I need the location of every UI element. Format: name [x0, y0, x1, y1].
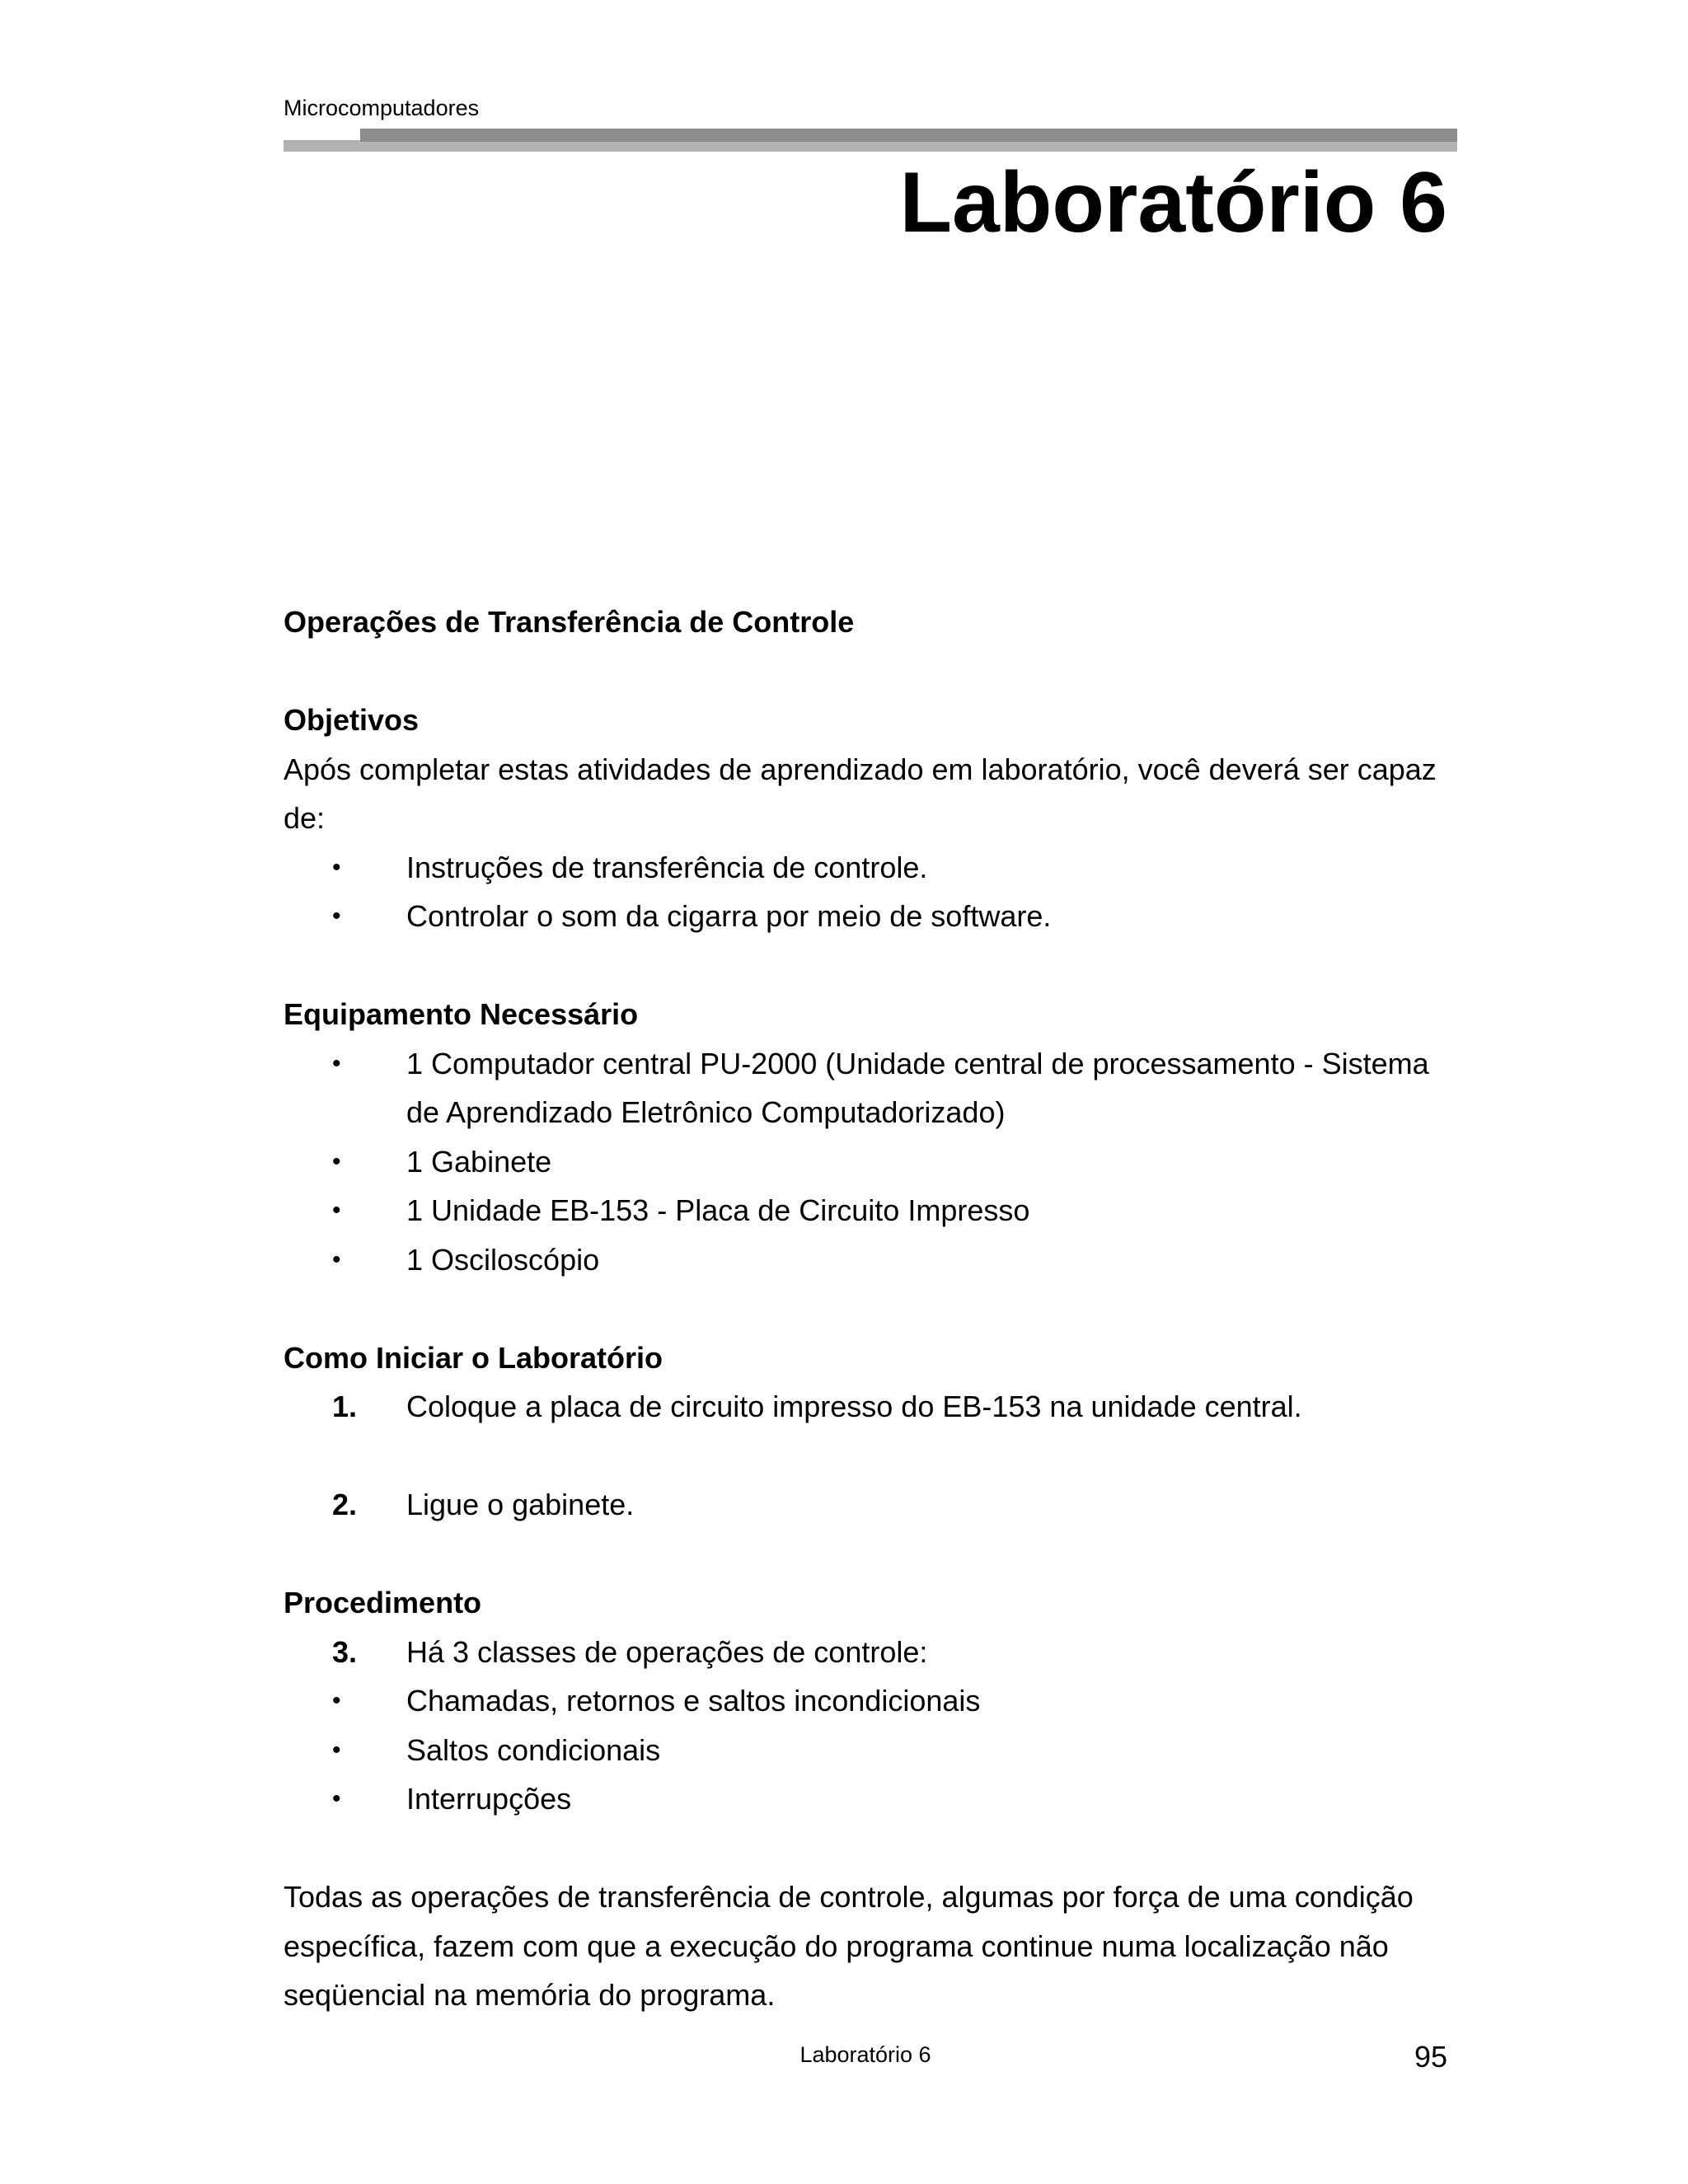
- como-iniciar-steps: [284, 1382, 1457, 1530]
- objetivos-list: [284, 843, 1457, 941]
- step-number: 3.: [332, 1634, 358, 1669]
- spacer: [284, 1530, 1457, 1579]
- objetivos-heading: Objetivos: [284, 703, 420, 737]
- procedimento-list: [284, 1628, 1457, 1824]
- step-text: Ligue o gabinete.: [406, 1488, 635, 1521]
- bullet-icon: •: [332, 902, 341, 930]
- running-header: Microcomputadores: [284, 96, 480, 120]
- bullet-icon: •: [332, 1147, 341, 1175]
- step-item: [284, 1382, 1457, 1432]
- bullet-icon: •: [332, 853, 341, 881]
- header-rule-light: [284, 140, 1457, 152]
- list-item-text: Chamadas, retornos e saltos incondicionais: [406, 1684, 981, 1718]
- list-item: [284, 1676, 1457, 1726]
- spacer: [284, 1284, 1457, 1333]
- spacer: [284, 1824, 1457, 1873]
- spacer: [284, 941, 1457, 991]
- section-title: Operações de Transferência de Controle: [284, 605, 855, 639]
- bullet-icon: •: [332, 1049, 341, 1077]
- list-item-text: 1 Unidade EB-153 - Placa de Circuito Impresso: [406, 1193, 1030, 1227]
- bullet-icon: •: [332, 1245, 341, 1273]
- step-number: 1.: [332, 1390, 358, 1423]
- page-number: 95: [1414, 2040, 1447, 2074]
- step-text: Há 3 classes de operações de controle:: [406, 1634, 928, 1669]
- spacer: [284, 647, 1457, 696]
- list-item: [284, 1039, 1457, 1137]
- closing-paragraph: Todas as operações de transferência de controle, algumas por força de uma condição específica, fazem com que a execução do programa continue numa localização não seqüencial na memória do programa.: [284, 1880, 1414, 2012]
- equipamento-list: [284, 1039, 1457, 1285]
- list-item: [284, 1235, 1457, 1285]
- list-item: [284, 892, 1457, 941]
- bullet-icon: •: [332, 1736, 341, 1764]
- list-item-text: 1 Gabinete: [406, 1144, 552, 1179]
- bullet-icon: •: [332, 1687, 341, 1714]
- step-number: 2.: [332, 1488, 358, 1521]
- list-item-text: 1 Osciloscópio: [406, 1242, 600, 1277]
- list-item-text: Controlar o som da cigarra por meio de software.: [406, 899, 1052, 933]
- list-item: [284, 843, 1457, 893]
- list-item-text: 1 Computador central PU-2000 (Unidade central de processamento - Sistema de Aprendizado Eletrônico Computadorizado): [406, 1046, 1429, 1129]
- list-item-text: Saltos condicionais: [406, 1732, 661, 1767]
- main-content: [284, 598, 1457, 2020]
- como-iniciar-heading: Como Iniciar o Laboratório: [284, 1340, 663, 1375]
- objetivos-intro: Após completar estas atividades de aprendizado em laboratório, você deverá ser capaz de:: [284, 752, 1437, 835]
- list-item: [284, 1186, 1457, 1235]
- equipamento-heading: Equipamento Necessário: [284, 997, 639, 1031]
- step-item: [284, 1628, 1457, 1677]
- footer-label: Laboratório 6: [799, 2042, 931, 2067]
- bullet-icon: •: [332, 1785, 341, 1812]
- step-item: [284, 1480, 1457, 1530]
- spacer: [284, 1432, 1457, 1481]
- procedimento-heading: Procedimento: [284, 1586, 482, 1619]
- list-item-text: Interrupções: [406, 1782, 572, 1816]
- list-item-text: Instruções de transferência de controle.: [406, 850, 928, 884]
- list-item: [284, 1774, 1457, 1824]
- bullet-icon: •: [332, 1197, 341, 1224]
- header-rule-dark: [360, 129, 1457, 142]
- chapter-title: Laboratório 6: [899, 155, 1447, 251]
- list-item: [284, 1137, 1457, 1187]
- list-item: [284, 1726, 1457, 1775]
- step-text: Coloque a placa de circuito impresso do EB-153 na unidade central.: [406, 1390, 1302, 1423]
